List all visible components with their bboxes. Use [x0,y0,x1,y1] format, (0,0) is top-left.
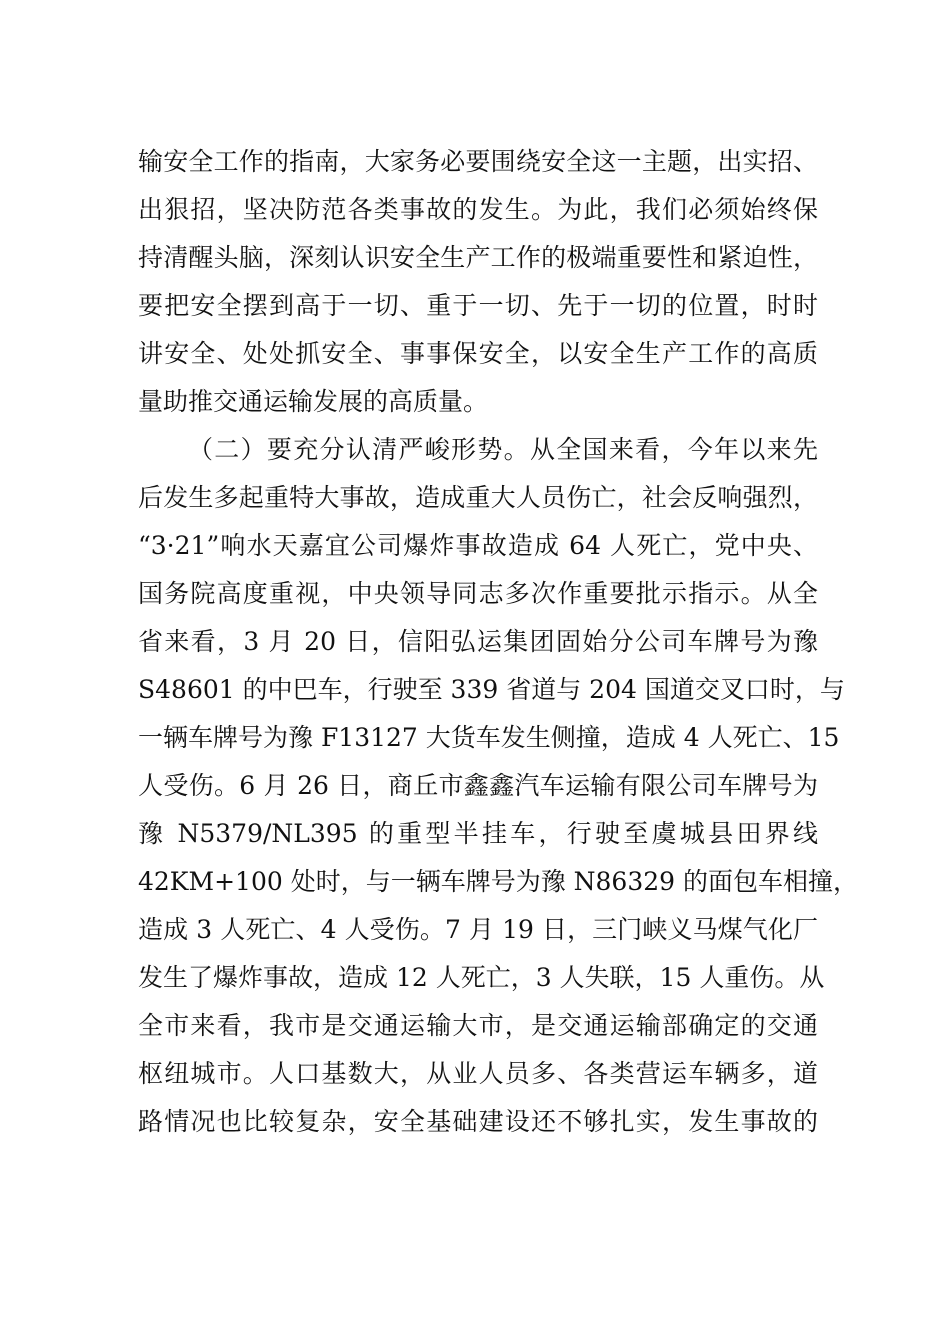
text-line: 一辆车牌号为豫 F13127 大货车发生侧撞，造成 4 人死亡、15 [138,723,840,752]
text-line: 42KM+100 处时，与一辆车牌号为豫 N86329 的面包车相撞， [138,867,858,896]
text-line: 人受伤。6 月 26 日，商丘市鑫鑫汽车运输有限公司车牌号为 [138,771,818,800]
text-line: 国务院高度重视，中央领导同志多次作重要批示指示。从全 [138,579,818,608]
text-line: 输安全工作的指南，大家务必要围绕安全这一主题，出实招、 [138,147,818,176]
text-line: 持清醒头脑，深刻认识安全生产工作的极端重要性和紧迫性， [138,243,818,272]
text-line: 要把安全摆到高于一切、重于一切、先于一切的位置，时时 [138,291,818,320]
text-line: 讲安全、处处抓安全、事事保安全，以安全生产工作的高质 [138,339,818,368]
text-line: 省来看，3 月 20 日，信阳弘运集团固始分公司车牌号为豫 [138,627,818,656]
text-line: 出狠招，坚决防范各类事故的发生。为此，我们必须始终保 [138,195,818,224]
text-line: 全市来看，我市是交通运输大市，是交通运输部确定的交通 [138,1011,818,1040]
section-heading-line: （二）要充分认清严峻形势。从全国来看，今年以来先 [188,435,818,464]
text-line: 量助推交通运输发展的高质量。 [138,387,489,416]
text-line: 发生了爆炸事故，造成 12 人死亡，3 人失联，15 人重伤。从 [138,963,825,992]
text-line: “3·21”响水天嘉宜公司爆炸事故造成 64 人死亡，党中央、 [138,531,818,560]
text-line: 路情况也比较复杂，安全基础建设还不够扎实，发生事故的 [138,1107,818,1136]
text-line: 枢纽城市。人口基数大，从业人员多、各类营运车辆多，道 [138,1059,818,1088]
body-text [138,138,858,1146]
text-line: S48601 的中巴车，行驶至 339 省道与 204 国道交叉口时，与 [138,675,845,704]
text-line: 造成 3 人死亡、4 人受伤。7 月 19 日，三门峡义马煤气化厂 [138,915,818,944]
text-line: 后发生多起重特大事故，造成重大人员伤亡，社会反响强烈， [138,483,818,512]
text-line: 豫 N5379/NL395 的重型半挂车，行驶至虞城县田界线 [138,819,818,848]
